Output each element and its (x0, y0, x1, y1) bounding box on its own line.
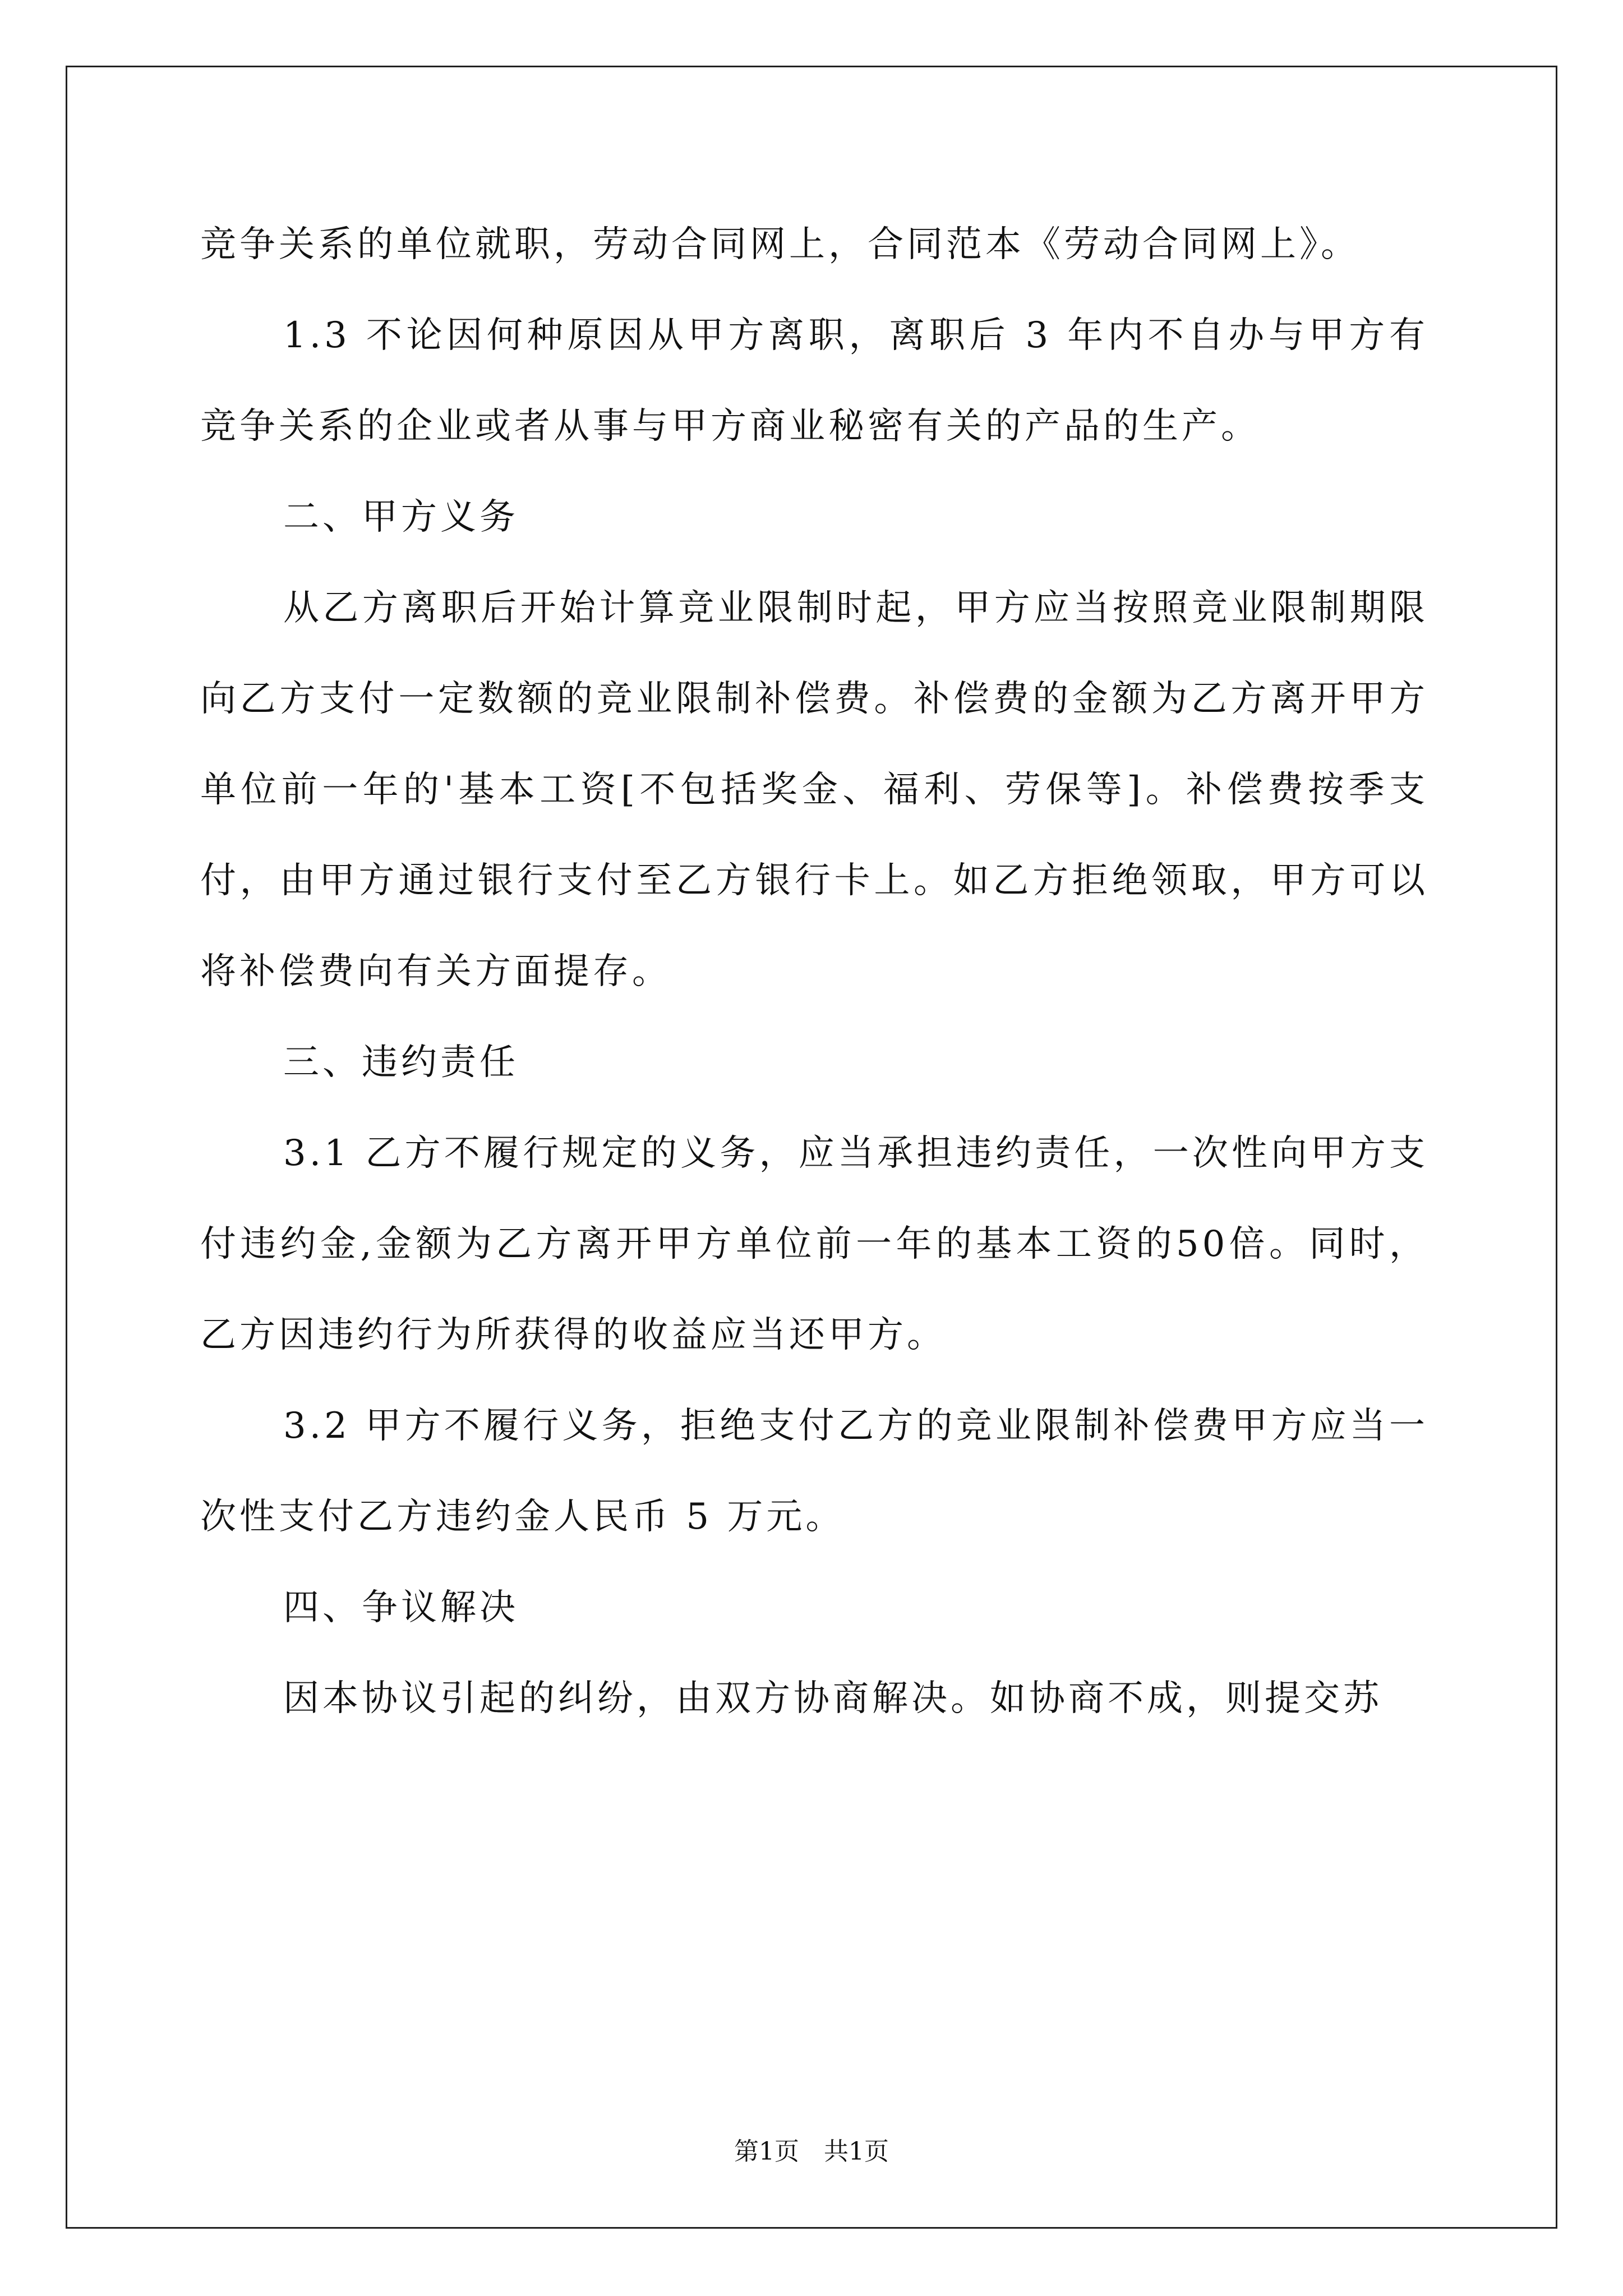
paragraph-dispute: 因本协议引起的纠纷，由双方协商解决。如协商不成，则提交苏 (283, 1678, 1382, 1719)
paragraph-clause-3-1: 3.1 乙方不履行规定的义务，应当承担违约责任，一次性向甲方支付违约金,金额为乙方离开甲方单位前一年的基本工资的50倍。同时，乙方因违约行为所获得的收益应当还甲方。 (200, 1133, 1428, 1356)
paragraph-compensation: 从乙方离职后开始计算竞业限制时起，甲方应当按照竞业限制期限向乙方支付一定数额的竞业限制补偿费。补偿费的金额为乙方离开甲方单位前一年的'基本工资[不包括奖金、福利、劳保等]。补偿费按季支付，由甲方通过银行支付至乙方银行卡上。如乙方拒绝领取，甲方可以将补偿费向有关方面提存。 (200, 587, 1428, 992)
paragraph-clause-1-3: 1.3 不论因何种原因从甲方离职，离职后 3 年内不自办与甲方有竞争关系的企业或者从事与甲方商业秘密有关的产品的生产。 (200, 315, 1428, 447)
paragraph-continuation: 竞争关系的单位就职，劳动合同网上，合同范本《劳动合同网上》。 (200, 224, 1360, 265)
paragraph-clause-3-2: 3.2 甲方不履行义务，拒绝支付乙方的竞业限制补偿费甲方应当一次性支付乙方违约金人民币 5 万元。 (200, 1405, 1428, 1538)
section-heading-party-a-obligations: 二、甲方义务 (283, 496, 519, 538)
section-heading-liability: 三、违约责任 (283, 1042, 519, 1083)
document-body (200, 199, 1428, 1744)
page-number-footer: 第1页 共1页 (734, 2137, 889, 2166)
section-heading-dispute-resolution: 四、争议解决 (283, 1587, 519, 1628)
